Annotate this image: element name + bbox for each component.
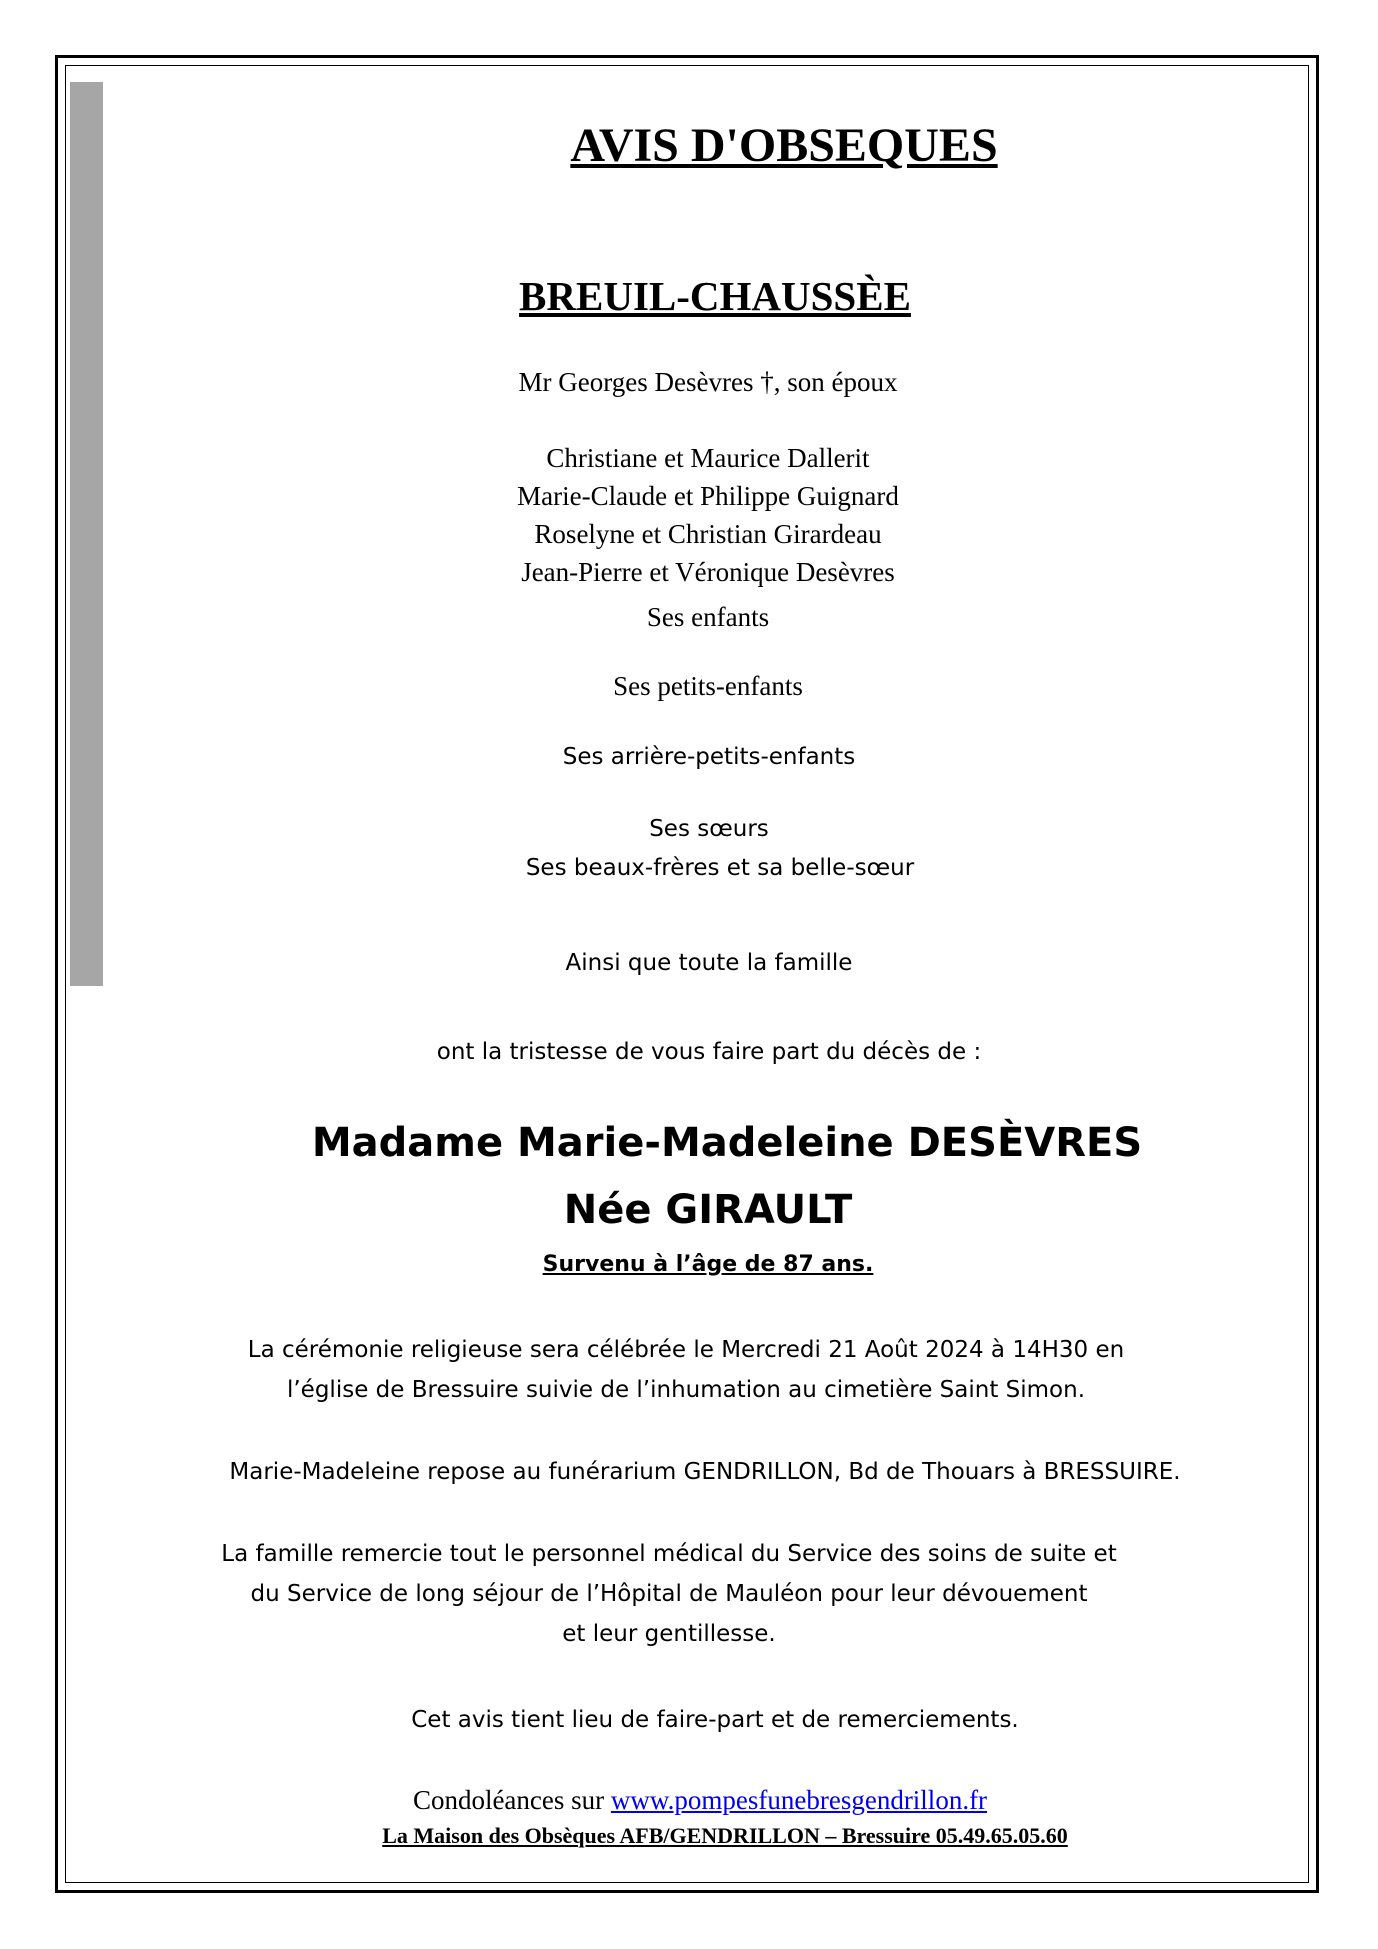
maiden-name: Née GIRAULT [563, 1187, 853, 1233]
funerarium-line: Marie-Madeleine repose au funérarium GENDRILLON, Bd de Thouars à BRESSUIRE. [229, 1459, 1181, 1485]
town-name: BREUIL-CHAUSSÈE [519, 273, 911, 319]
notice-line: Cet avis tient lieu de faire-part et de remerciements. [411, 1707, 1019, 1733]
sisters-line: Ses sœurs [649, 816, 769, 842]
extended-family-line: Ainsi que toute la famille [565, 950, 853, 976]
child-line: Jean-Pierre et Véronique Desèvres [521, 557, 895, 587]
announcement-intro: ont la tristesse de vous faire part du décès de : [436, 1039, 982, 1065]
condolences-label: Condoléances sur [412, 1785, 611, 1815]
in-laws-line: Ses beaux-frères et sa belle-sœur [525, 855, 915, 881]
funeral-home-line: La Maison des Obsèques AFB/GENDRILLON – Bressuire 05.49.65.05.60 [382, 1823, 1068, 1848]
age-line: Survenu à l’âge de 87 ans. [542, 1252, 874, 1277]
child-line: Christiane et Maurice Dallerit [546, 443, 870, 473]
ceremony-line: l’église de Bressuire suivie de l’inhumation au cimetière Saint Simon. [286, 1377, 1085, 1403]
child-line: Marie-Claude et Philippe Guignard [517, 481, 899, 511]
grandchildren-line: Ses petits-enfants [613, 671, 803, 701]
condolences-line [11, 1785, 1378, 1816]
spouse-line: Mr Georges Desèvres †, son époux [518, 367, 898, 397]
deceased-name: Madame Marie-Madeleine DESÈVRES [311, 1120, 1143, 1166]
children-label: Ses enfants [646, 602, 770, 632]
website-link[interactable]: www.pompesfunebresgendrillon.fr [610, 1785, 988, 1815]
great-grandchildren-line: Ses arrière-petits-enfants [562, 744, 856, 770]
thanks-line: du Service de long séjour de l’Hôpital de Mauléon pour leur dévouement [250, 1581, 1088, 1607]
thanks-line: La famille remercie tout le personnel médical du Service des soins de suite et [221, 1541, 1117, 1567]
notice-title: AVIS D'OBSEQUES [570, 119, 998, 172]
thanks-line: et leur gentillesse. [562, 1621, 776, 1647]
child-line: Roselyne et Christian Girardeau [534, 519, 882, 549]
ceremony-line: La cérémonie religieuse sera célébrée le Mercredi 21 Août 2024 à 14H30 en [247, 1337, 1125, 1363]
